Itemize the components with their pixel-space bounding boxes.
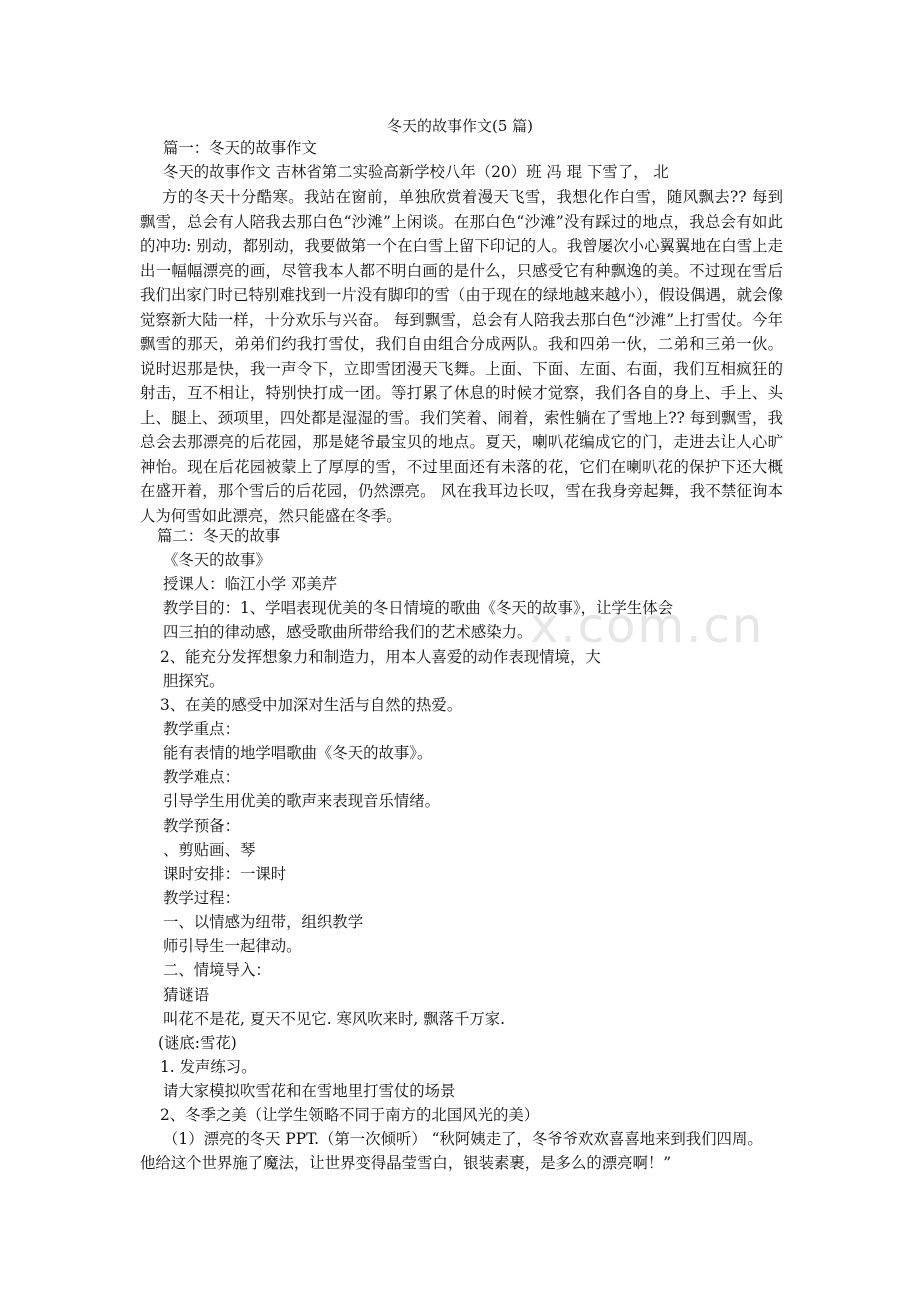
- document-title: 冬天的故事作文(5 篇): [386, 117, 534, 135]
- section1-heading: 篇一：冬天的故事作文: [163, 139, 317, 157]
- key-points-label: 教学重点：: [163, 720, 240, 738]
- lesson-goal-2: 2、能充分发挥想象力和制造力，用本人喜爱的动作表现情境，大: [160, 648, 601, 666]
- lesson-teacher: 授课人：临江小学 邓美芹: [163, 575, 338, 593]
- riddle-label: 猜谜语: [163, 986, 210, 1004]
- riddle-answer: (谜底:雪花): [158, 1034, 237, 1052]
- difficulties-text: 引导学生用优美的歌声来表现音乐情绪。: [163, 792, 441, 810]
- difficulties-label: 教学难点：: [163, 768, 240, 786]
- watermark: x.com.cn: [530, 598, 765, 654]
- process-step-1-text: 师引导生一起律动。: [163, 937, 302, 955]
- key-points-text: 能有表情的地学唱歌曲《冬天的故事》。: [163, 744, 433, 762]
- winter-beauty: 2、冬季之美（让学生领略不同于南方的北国风光的美）: [160, 1106, 540, 1124]
- winter-ppt-line: （1）漂亮的冬天 PPT.（第一次倾听） “秋阿姨走了，冬爷爷欢欢喜喜地来到我们四周。: [163, 1130, 763, 1148]
- process-step-2: 二、情境导入：: [163, 961, 271, 979]
- section2-heading: 篇二：冬天的故事: [157, 527, 281, 545]
- section1-paragraph: 方的冬天十分酷寒。我站在窗前，单独欣赏着漫天飞雪，我想化作白雪，随风飘去?? 每到飘雪，总会有人陪我去那白色“沙滩”上闲谈。在那白色“沙滩”没有踩过的地点，我总会有如此的冲功: 别动，都别动，我要做第一个在白雪上留下印记的人。我曾屡次小心翼翼地在白雪上走出一幅幅漂亮的画，尽管我本人都不明白画的是什么，只感受它有种飘逸的美。不过现在雪后我们出家门时已特别难找到一片没有脚印的雪（由于现在的绿地越来越小），假设偶遇，就会像觉察新大陆一样，十分欢乐与兴奋。 每到飘雪，总会有人陪我去那白色“沙滩”上打雪仗。今年飘雪的那天，弟弟们约我打雪仗，我们自由组合分成两队。我和四弟一伙，二弟和三弟一伙。说时迟那是快，我一声令下，立即雪团漫天飞舞。上面、下面、左面、右面，我们互相疯狂的射击，互不相让，特别快打成一团。等打累了休息的时候才觉察，我们各自的身上、手上、头上、腿上、颈项里，四处都是湿湿的雪。我们笑着、闹着，索性躺在了雪地上?? 每到飘雪，我总会去那漂亮的后花园，那是姥爷最宝贝的地点。夏天，喇叭花编成它的门，走进去让人心旷神怡。现在后花园被蒙上了厚厚的雪，不过里面还有未落的花，它们在喇叭花的保护下还大概在盛开着，那个雪后的后花园，仍然漂亮。 风在我耳边长叹，雪在我身旁起舞，我不禁征询本人为何雪如此漂亮，然只能盛在冬季。: [140, 188, 783, 525]
- preparation-label: 教学预备：: [163, 817, 240, 835]
- section1-intro-line: 冬天的故事作文 吉林省第二实验高新学校八年（20）班 冯 琨 下雪了， 北: [163, 163, 669, 181]
- vocal-practice: 1. 发声练习。: [160, 1058, 257, 1076]
- schedule-text: 课时安排：一课时: [163, 865, 287, 883]
- process-label: 教学过程：: [163, 889, 240, 907]
- process-step-1: 一、以情感为纽带，组织教学: [163, 913, 364, 931]
- lesson-goal-1: 教学目的：1、学唱表现优美的冬日情境的歌曲《冬天的故事》，让学生体会: [163, 599, 673, 617]
- riddle-text: 叫花不是花, 夏天不见它. 寒风吹来时, 飘落千万家.: [163, 1010, 506, 1028]
- lesson-title: 《冬天的故事》: [163, 551, 271, 569]
- lesson-goal-3: 3、在美的感受中加深对生活与自然的热爱。: [160, 696, 463, 714]
- preparation-text: 、剪贴画、琴: [163, 841, 256, 859]
- lesson-goal-1-cont: 四三拍的律动感，感受歌曲所带给我们的艺术感染力。: [163, 623, 533, 641]
- lesson-goal-2-cont: 胆探究。: [163, 672, 225, 690]
- winter-ppt-line-cont: 他给这个世界施了魔法，让世界变得晶莹雪白，银装素裹，是多么的漂亮啊！”: [140, 1154, 672, 1172]
- vocal-practice-text: 请大家模拟吹雪花和在雪地里打雪仗的场景: [163, 1082, 456, 1100]
